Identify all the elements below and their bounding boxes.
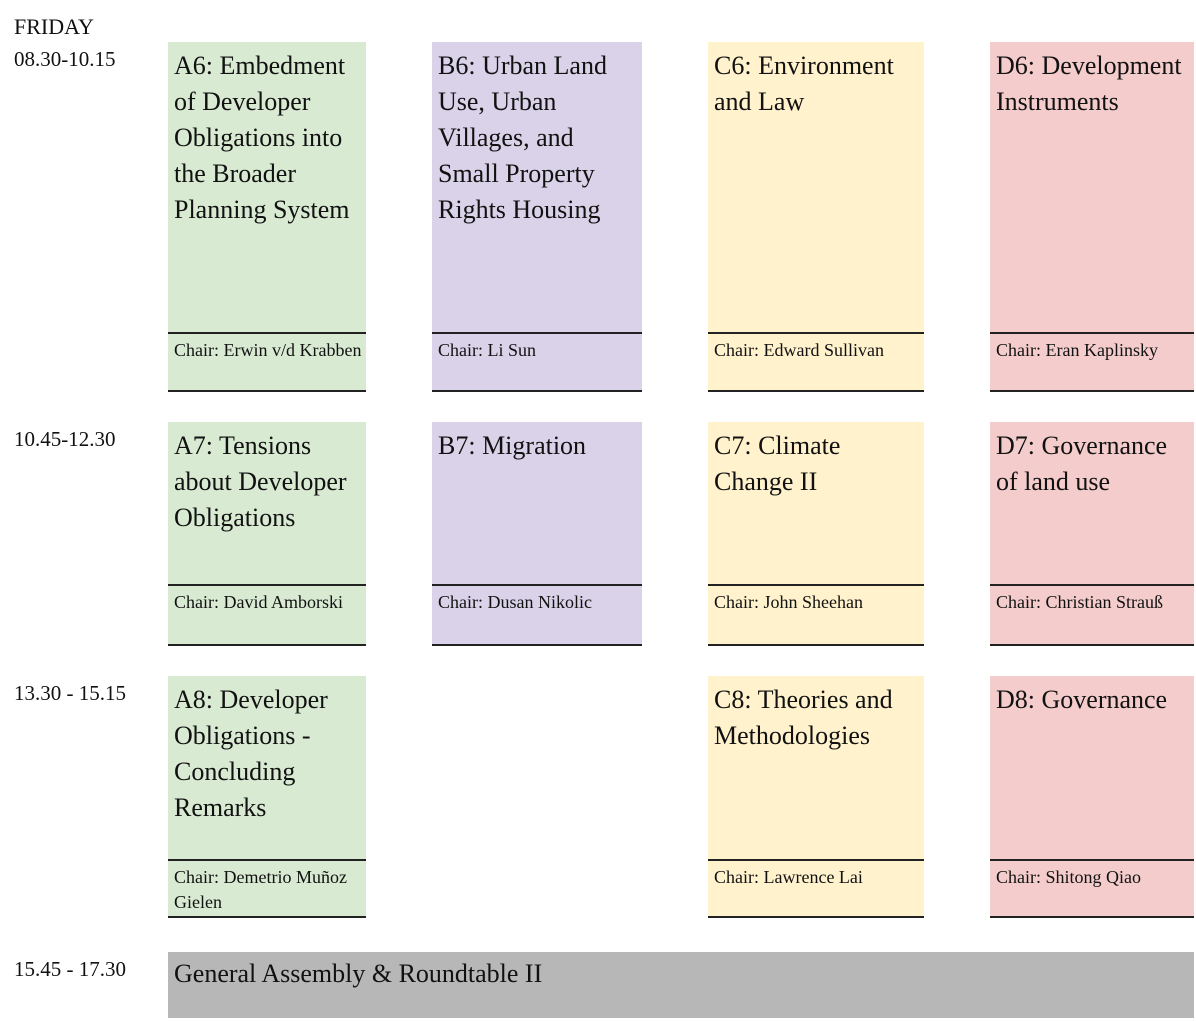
session-chair: Chair: Shitong Qiao [990, 859, 1194, 918]
session-chair: Chair: Li Sun [432, 332, 642, 392]
session-title: C6: Environment and Law [714, 51, 894, 116]
session-a7 [168, 422, 366, 646]
session-d7 [990, 422, 1194, 646]
session-chair: Chair: Erwin v/d Krabben [168, 332, 366, 392]
session-d6 [990, 42, 1194, 392]
session-title: A8: Developer Obligations - Concluding Remarks [174, 685, 328, 822]
day-heading: FRIDAY [14, 14, 94, 39]
session-b6 [432, 42, 642, 392]
session-title: D7: Governance of land use [996, 431, 1168, 496]
session-title: C7: Climate Change II [714, 431, 841, 496]
session-title: C8: Theories and Methodologies [714, 685, 893, 750]
session-title: B7: Migration [438, 431, 587, 460]
session-chair: Chair: Eran Kaplinsky [990, 332, 1194, 392]
session-chair: Chair: Demetrio Muñoz Gielen [168, 859, 366, 918]
session-title: A7: Tensions about Developer Obligations [174, 431, 347, 532]
session-d8 [990, 676, 1194, 918]
session-c8 [708, 676, 924, 918]
time-slot-3: 13.30 - 15.15 [14, 681, 126, 705]
session-general-assembly [168, 952, 1194, 1018]
session-b7 [432, 422, 642, 646]
session-a6 [168, 42, 366, 392]
session-chair: Chair: Lawrence Lai [708, 859, 924, 918]
session-chair: Chair: David Amborski [168, 584, 366, 646]
session-title: A6: Embedment of Developer Obligations into the Broader Planning System [174, 51, 350, 224]
session-chair: Chair: Christian Strauß [990, 584, 1194, 646]
session-chair: Chair: Dusan Nikolic [432, 584, 642, 646]
session-title: D6: Development Instruments [996, 51, 1182, 116]
session-title: D8: Governance [996, 685, 1168, 714]
session-title: B6: Urban Land Use, Urban Villages, and Small Property Rights Housing [438, 51, 607, 224]
session-c7 [708, 422, 924, 646]
session-chair: Chair: Edward Sullivan [708, 332, 924, 392]
session-title: General Assembly & Roundtable II [174, 959, 543, 988]
time-slot-1: 08.30-10.15 [14, 47, 116, 71]
time-slot-4: 15.45 - 17.30 [14, 957, 126, 981]
time-slot-2: 10.45-12.30 [14, 427, 116, 451]
session-c6 [708, 42, 924, 392]
session-a8 [168, 676, 366, 918]
session-chair: Chair: John Sheehan [708, 584, 924, 646]
